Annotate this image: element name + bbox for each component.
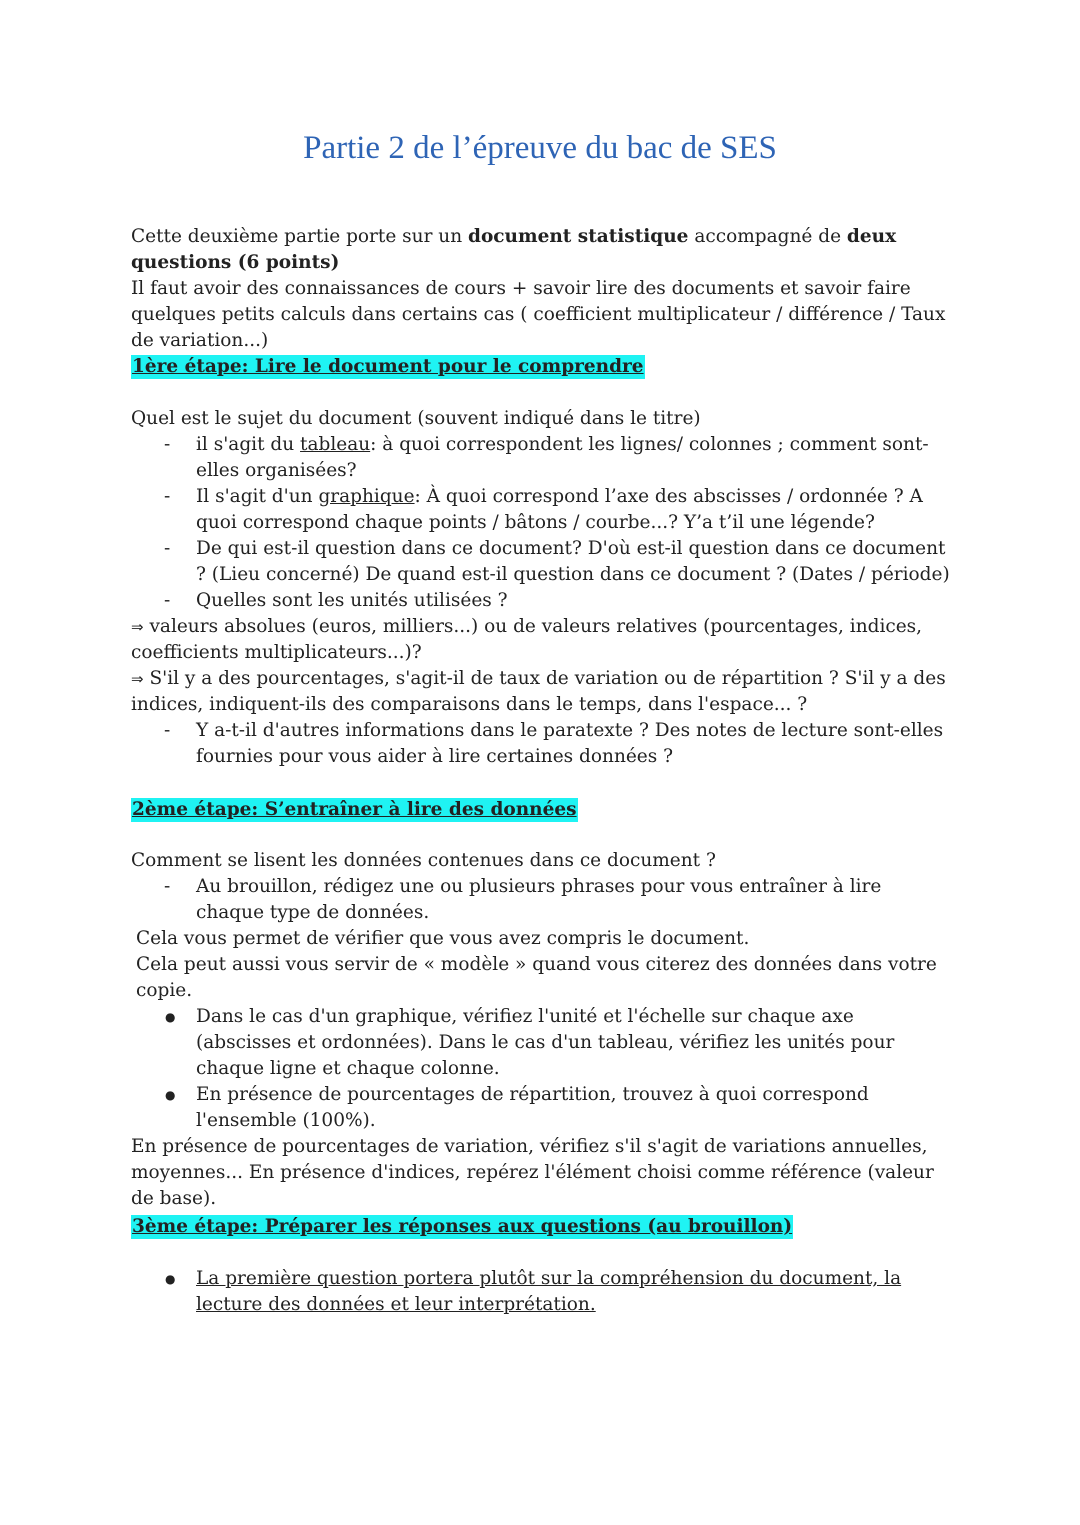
page-title: Partie 2 de l’épreuve du bac de SES	[303, 130, 777, 166]
step2-section	[131, 848, 951, 1212]
step2-heading: 2ème étape: S’entraîner à lire des données	[132, 799, 577, 820]
arrow-line-text: valeurs absolues (euros, milliers...) ou de valeurs relatives (pourcentages, indices, coefficients multiplicateurs...)?	[131, 616, 923, 663]
step3-heading-wrap	[131, 1214, 951, 1240]
list-item-text: il s'agit du	[196, 434, 301, 455]
intro-section	[131, 224, 951, 354]
list-item: - De qui est-il question dans ce document? D'où est-il question dans ce document ? (Lieu concerné) De quand est-il question dans ce document ? (Dates / période)	[131, 536, 951, 588]
list-item: - Quelles sont les unités utilisées ?	[131, 588, 951, 614]
list-item-text: Il s'agit d'un	[196, 486, 319, 507]
list-item-text: : à quoi correspondent les lignes/ colonnes ; comment sont-elles organisées?	[196, 434, 929, 481]
arrow-icon: ⇒	[131, 670, 144, 688]
step2-lead: Comment se lisent les données contenues dans ce document ?	[131, 850, 716, 871]
intro-text: accompagné de	[688, 226, 847, 247]
underlined-term-tableau: tableau	[300, 434, 371, 455]
arrow-line-percentages	[131, 666, 951, 718]
list-item-text: : À quoi correspond l’axe des abscisses / ordonnée ? A quoi correspond chaque points / bâtons / courbe...? Y’a t’il une légende?	[196, 486, 923, 533]
intro-paragraph	[131, 224, 951, 276]
intro-text: Cette deuxième partie porte sur un	[131, 226, 469, 247]
step1-heading-wrap	[131, 354, 951, 380]
underlined-term-graphique: graphique	[318, 486, 415, 507]
arrow-icon: ⇒	[131, 618, 144, 636]
list-item: - Au brouillon, rédigez une ou plusieurs phrases pour vous entraîner à lire chaque type de données.	[131, 874, 951, 926]
step2-line-2: Cela peut aussi vous servir de « modèle » quand vous citerez des données dans votre copie.	[136, 954, 937, 1001]
step1-lead: Quel est le sujet du document (souvent indiqué dans le titre)	[131, 408, 701, 429]
list-item: ● En présence de pourcentages de répartition, trouvez à quoi correspond l'ensemble (100%).	[131, 1082, 951, 1134]
list-item	[131, 484, 951, 536]
intro-bold-questions: deux questions (6 points)	[131, 226, 897, 273]
intro-requirements: Il faut avoir des connaissances de cours + savoir lire des documents et savoir faire quelques petits calculs dans certains cas ( coefficient multiplicateur / différence / Taux de variation...)	[131, 278, 946, 351]
step2-bullets	[131, 1004, 951, 1134]
list-item	[131, 432, 951, 484]
step3-section	[131, 1266, 951, 1318]
arrow-line-text: S'il y a des pourcentages, s'agit-il de taux de variation ou de répartition ? S'il y a des indices, indiquent-ils des comparaisons dans le temps, dans l'espace... ?	[131, 668, 946, 715]
step2-line-1: Cela vous permet de vérifier que vous avez compris le document.	[136, 928, 750, 949]
step1-list	[131, 432, 951, 614]
step3-bullets	[131, 1266, 951, 1318]
step2-paragraph: En présence de pourcentages de variation, vérifiez s'il s'agit de variations annuelles, moyennes... En présence d'indices, repérez l'élément choisi comme référence (valeur de base).	[131, 1136, 934, 1209]
list-item	[131, 1266, 951, 1318]
step1-heading: 1ère étape: Lire le document pour le comprendre	[132, 356, 644, 377]
list-item: - Y a-t-il d'autres informations dans le paratexte ? Des notes de lecture sont-elles fournies pour vous aider à lire certaines données ?	[131, 718, 951, 770]
step1-list-2	[131, 718, 951, 770]
step1-section	[131, 406, 951, 770]
arrow-line-values	[131, 614, 951, 666]
intro-bold-document: document statistique	[468, 226, 689, 247]
step2-heading-wrap	[131, 797, 951, 823]
list-item-text: La première question portera plutôt sur la compréhension du document, la lecture des données et leur interprétation.	[196, 1268, 902, 1315]
list-item: ● Dans le cas d'un graphique, vérifiez l'unité et l'échelle sur chaque axe (abscisses et ordonnées). Dans le cas d'un tableau, vérifiez les unités pour chaque ligne et chaque colonne.	[131, 1004, 951, 1082]
step3-heading: 3ème étape: Préparer les réponses aux questions (au brouillon)	[132, 1216, 793, 1237]
step2-list	[131, 874, 951, 926]
